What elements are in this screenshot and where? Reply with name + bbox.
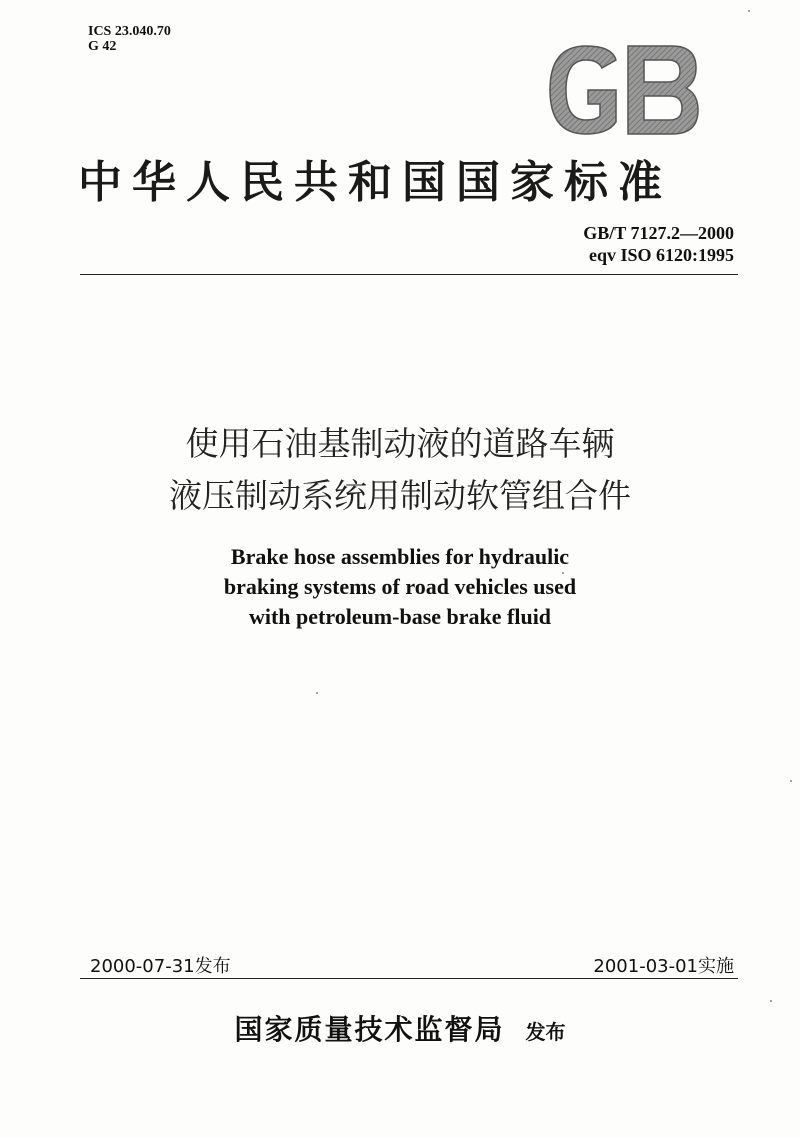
english-title-line: with petroleum-base brake fluid: [248, 604, 552, 629]
bottom-divider: [80, 978, 738, 979]
implementation-date: 2001-03-01实施: [593, 956, 734, 977]
gb-logo-b: [628, 46, 698, 134]
publisher-organization: 国家质量技术监督局: [234, 1013, 505, 1046]
standard-number-block: [583, 222, 734, 266]
chinese-title-line: 使用石油基制动液的道路车辆: [185, 424, 615, 463]
scan-speck: [316, 692, 318, 694]
scan-speck: [562, 572, 564, 574]
chinese-title: [0, 418, 800, 522]
publisher-line: [0, 1008, 800, 1048]
equivalent-standard: eqv ISO 6120:1995: [588, 245, 734, 265]
english-title: [0, 542, 800, 632]
gb-logo: [544, 40, 702, 140]
issue-date: 2000-07-31发布: [90, 956, 231, 977]
top-divider: [80, 274, 738, 275]
standard-number: GB/T 7127.2—2000: [583, 223, 734, 243]
scan-speck: [790, 780, 792, 782]
english-title-line: braking systems of road vehicles used: [223, 574, 577, 599]
scan-speck: [748, 10, 750, 12]
chinese-title-line: 液压制动系统用制动软管组合件: [169, 476, 631, 515]
publish-action: 发布: [525, 1020, 566, 1044]
ccs-code: G 42: [88, 39, 117, 54]
ics-code: ICS 23.040.70: [88, 24, 171, 39]
english-title-line: Brake hose assemblies for hydraulic: [230, 544, 570, 569]
classification-codes: [88, 24, 171, 54]
scan-speck: [770, 1000, 772, 1002]
gb-logo-g: [550, 46, 616, 134]
national-standard-heading: 中华人民共和国国家标准: [78, 157, 672, 208]
